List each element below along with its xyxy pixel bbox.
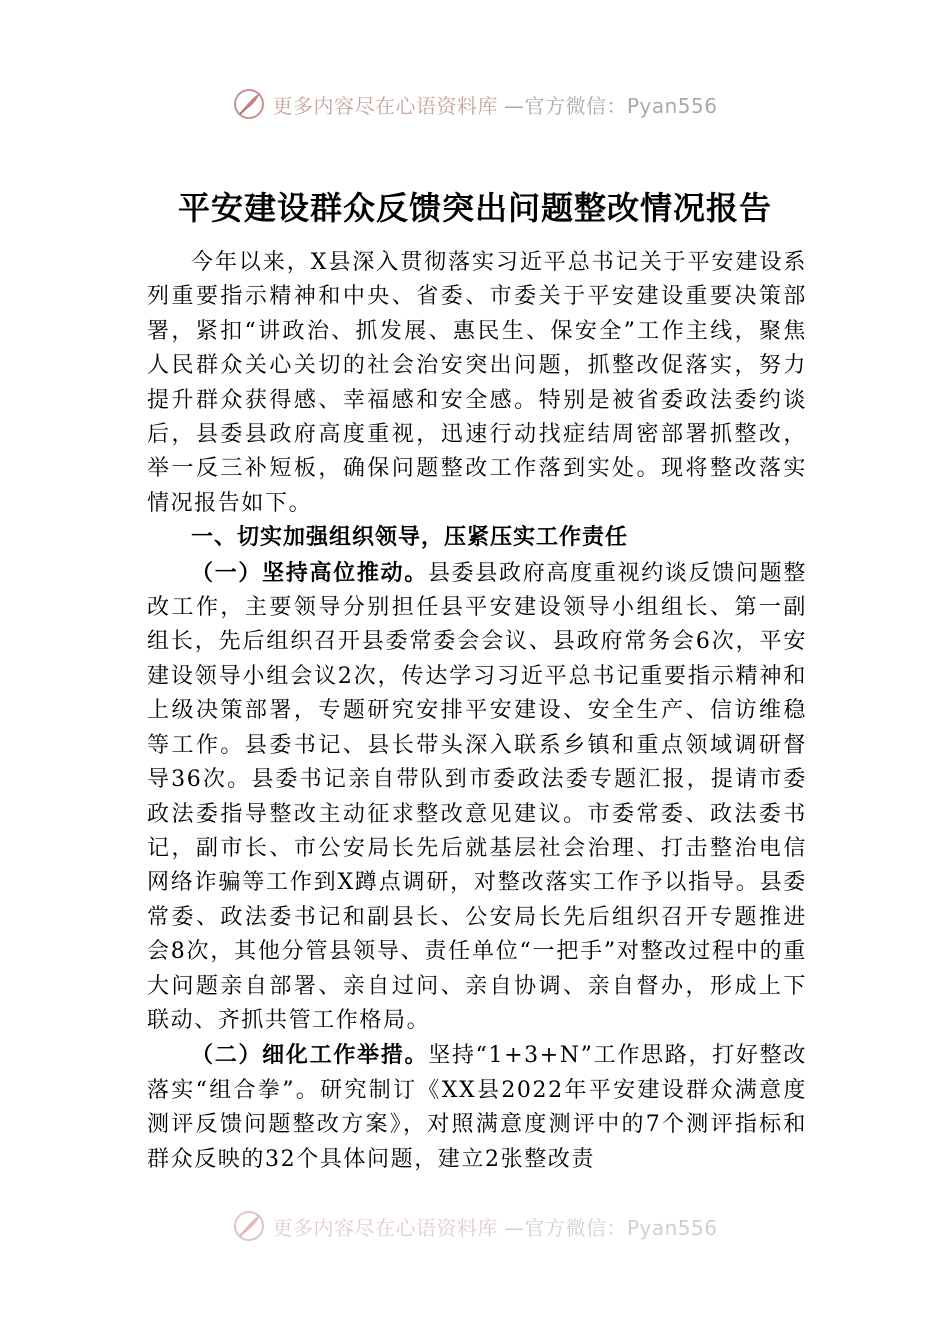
item-paragraph-1: [147, 556, 807, 1039]
intro-paragraph: 今年以来，X县深入贯彻落实习近平总书记关于平安建设系列重要指示精神和中央、省委、市委关于平安建设重要决策部署，紧扣“讲政治、抓发展、惠民生、保安全”工作主线，聚焦人民群众关心关切的社会治安突出问题，抓整改促落实，努力提升群众获得感、幸福感和安全感。特别是被省委政法委约谈后，县委县政府高度重视，迅速行动找症结周密部署抓整改，举一反三补短板，确保问题整改工作落到实处。现将整改落实情况报告如下。: [147, 250, 807, 516]
watermark-brand: 更多内容尽在心语资料库: [272, 93, 498, 118]
item-lead-2: （二）细化工作举措。: [191, 1042, 429, 1069]
watermark-contact: —官方微信：Pyan556: [503, 1215, 718, 1240]
watermark-brand: 更多内容尽在心语资料库: [272, 1215, 498, 1240]
document-title: 平安建设群众反馈突出问题整改情况报告: [177, 189, 772, 227]
watermark-contact: —官方微信：Pyan556: [503, 93, 718, 118]
watermark-header: [0, 84, 950, 124]
watermark-footer: [0, 1206, 950, 1246]
section-heading-1: 一、切实加强组织领导，压紧压实工作责任: [191, 525, 629, 551]
item-lead-1: （一）坚持高位推动。: [191, 559, 428, 586]
item-text-1: 县委县政府高度重视约谈反馈问题整改工作，主要领导分别担任县平安建设领导小组组长、第一副组长，先后组织召开县委常委会会议、县政府常务会6次，平安建设领导小组会议2次，传达学习习近平总书记重要指示精神和上级决策部署，专题研究安排平安建设、安全生产、信访维稳等工作。县委书记、县长带头深入联系乡镇和重点领域调研督导36次。县委书记亲自带队到市委政法委专题汇报，提请市委政法委指导整改主动征求整改意见建议。市委常委、政法委书记，副市长、市公安局长先后就基层社会治理、打击整治电信网络诈骗等工作到X蹲点调研，对整改落实工作予以指导。县委常委、政法委书记和副县长、公安局长先后组织召开专题推进会8次，其他分管县领导、责任单位“一把手”对整改过程中的重大问题亲自部署、亲自过问、亲自协调、亲自督办，形成上下联动、齐抓共管工作格局。: [147, 560, 807, 1033]
document-body: [147, 246, 807, 1177]
item-paragraph-2: [147, 1038, 807, 1177]
feather-pen-logo-icon: [232, 87, 266, 121]
item-text-2: 坚持“1+3+N”工作思路，打好整改落实“组合拳”。研究制订《XX县2022年平安建设群众满意度测评反馈问题整改方案》，对照满意度测评中的7个测评指标和群众反映的32个具体问题，建立2张整改责: [147, 1043, 807, 1172]
feather-pen-logo-icon: [232, 1209, 266, 1243]
